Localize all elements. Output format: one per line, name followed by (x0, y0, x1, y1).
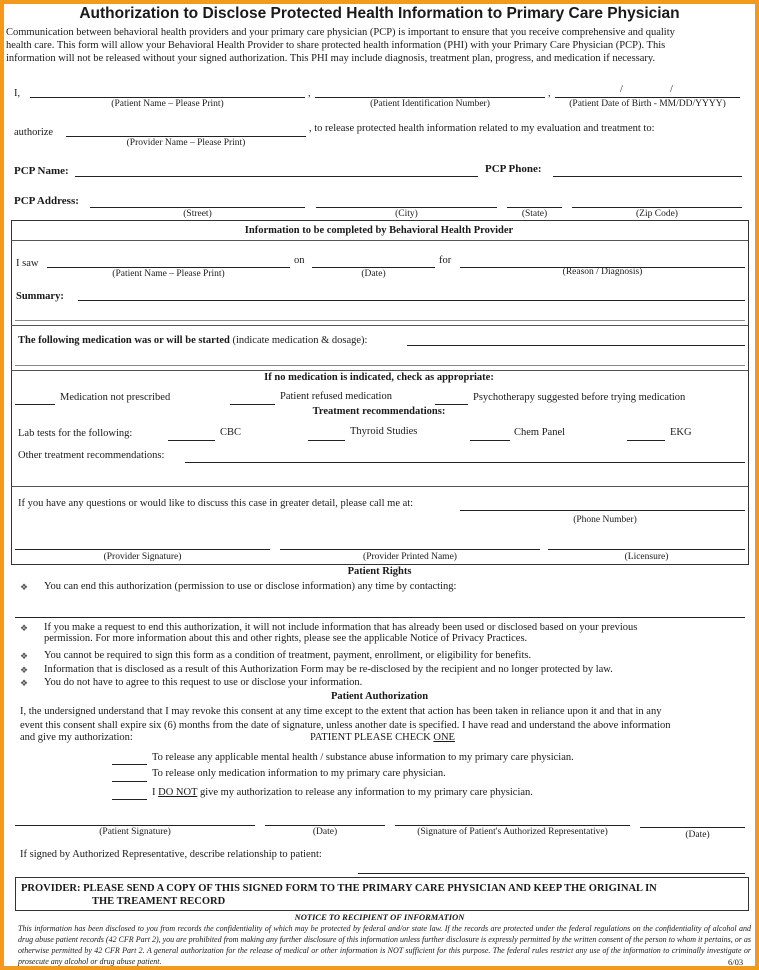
lab-option: Thyroid Studies (350, 426, 418, 437)
bullet-icon: ❖ (20, 678, 29, 688)
notice-text: This information has been disclosed to you from records the confidentiality of which may be protected by federal and/or state law. If the records are protected under the federal regulations on the confidentiality of alcohol and drug abuse patient records (42 CFR Part 2), you are prohibited from making any further disclosure of this information unless further disclosure is expressly permitted by the written consent of the person to whom it pertains, or as otherwise permitted by 42 CFR Part 2. A general authorization for the release of medical or other information is NOT sufficient for this purpose. The federal rules restrict any use of the information to criminally investigate or prosecute any alcohol or drug abuse patient. (18, 924, 751, 966)
licensure-label: (Licensure) (624, 552, 669, 562)
dob-slash: / (620, 84, 623, 95)
medication-field[interactable] (407, 345, 745, 346)
patient-signature-label: (Patient Signature) (99, 827, 171, 837)
questions-text: If you have any questions or would like to discuss this case in greater detail, please call me at: (18, 498, 414, 509)
patient-signature-field[interactable] (15, 825, 255, 826)
authorization-option: To release only medication information to my primary care physician. (152, 768, 446, 779)
medication-label-rest: (indicate medication & dosage): (229, 335, 368, 346)
pcp-phone-label: PCP Phone: (485, 163, 542, 175)
pcp-name-label: PCP Name: (14, 165, 69, 177)
representative-signature-label: (Signature of Patient's Authorized Representative) (417, 827, 608, 837)
representative-signature-field[interactable] (395, 825, 630, 826)
summary-label: Summary: (16, 291, 64, 302)
other-treatment-label: Other treatment recommendations: (18, 450, 165, 461)
seen-patient-label: (Patient Name – Please Print) (112, 269, 225, 279)
bullet-icon: ❖ (20, 665, 29, 675)
provider-signature-label: (Provider Signature) (103, 552, 182, 562)
lab-option: CBC (220, 427, 242, 438)
notice-header: NOTICE TO RECIPIENT OF INFORMATION (294, 912, 465, 922)
rights-item: You can end this authorization (permission to use or disclose information) any time by contacting: (44, 581, 457, 592)
dob-slash: / (670, 84, 673, 95)
rights-item: If you make a request to end this authorization, it will not include information that has already been used or disclosed based on your previous (44, 622, 638, 633)
provider-signature-field[interactable] (15, 549, 270, 550)
form-version: 6/03 (728, 957, 744, 967)
patient-name-field[interactable] (30, 97, 305, 98)
reason-label: (Reason / Diagnosis) (562, 267, 643, 277)
seen-date-label: (Date) (361, 269, 386, 279)
pcp-phone-field[interactable] (553, 176, 742, 177)
pcp-address-label: PCP Address: (14, 195, 79, 207)
do-not-release-checkbox[interactable] (112, 799, 147, 800)
provider-name-label: (Provider Name – Please Print) (126, 138, 246, 148)
for-label: for (439, 255, 452, 266)
provider-phone-label: (Phone Number) (573, 515, 637, 525)
intro-line: health care. This form will allow your Behavioral Health Provider to share protected health information (PHI) with your Primary Care Physician (PCP). This (6, 40, 666, 51)
medication-field-line[interactable] (15, 365, 745, 366)
medication-label (18, 335, 367, 347)
provider-printed-name-label: (Provider Printed Name) (363, 552, 457, 562)
seen-patient-field[interactable] (47, 267, 290, 268)
no-med-checkbox[interactable] (230, 404, 275, 405)
divider (11, 325, 748, 326)
seen-date-field[interactable] (312, 267, 435, 268)
state-field[interactable] (507, 207, 562, 208)
ekg-checkbox[interactable] (627, 440, 665, 441)
relationship-label: If signed by Authorized Representative, describe relationship to patient: (20, 849, 322, 860)
opt3-prefix: I (152, 787, 159, 798)
divider (11, 486, 748, 487)
check-one-instruction (310, 732, 455, 744)
cbc-checkbox[interactable] (168, 440, 215, 441)
rights-item: Information that is disclosed as a result of this Authorization Form may be re-disclosed by the recipient and no longer protected by law. (44, 664, 613, 675)
check-one: ONE (433, 732, 455, 743)
i-prefix: I, (14, 88, 21, 99)
patient-dob-label: (Patient Date of Birth - MM/DD/YYYY) (569, 99, 726, 109)
patient-signature-date-field[interactable] (265, 825, 385, 826)
patient-id-field[interactable] (315, 97, 545, 98)
bullet-icon: ❖ (20, 582, 29, 592)
rights-item: You do not have to agree to this request to use or disclose your information. (44, 677, 363, 688)
lab-option: EKG (670, 427, 692, 438)
pcp-name-field[interactable] (75, 176, 478, 177)
divider (11, 240, 748, 241)
patient-id-label: (Patient Identification Number) (370, 99, 490, 109)
authorize-text: , to release protected health information related to my evaluation and treatment to: (309, 123, 655, 134)
summary-field-line[interactable] (15, 320, 745, 321)
rights-item: You cannot be required to sign this form as a condition of treatment, payment, enrollment, or eligibility for benefits. (44, 650, 532, 661)
no-med-option: Patient refused medication (280, 391, 392, 402)
form-title: Authorization to Disclose Protected Health Information to Primary Care Physician (79, 5, 680, 22)
on-label: on (294, 255, 305, 266)
no-med-checkbox[interactable] (435, 404, 468, 405)
comma: , (308, 88, 311, 99)
no-med-option: Medication not prescribed (60, 392, 171, 403)
medication-label-bold: The following medication was or will be started (18, 335, 230, 346)
authorization-text: I, the undersigned understand that I may revoke this consent at any time except to the extent that action has been taken in reliance upon it and that in any (20, 706, 662, 717)
bullet-icon: ❖ (20, 651, 29, 661)
intro-line: Communication between behavioral health providers and your primary care physician (PCP) is important to ensure that you receive comprehensive and quality (6, 27, 675, 38)
authorization-option: To release any applicable mental health / substance abuse information to my primary care physician. (152, 752, 574, 763)
intro-line: information will not be released without your signed authorization. This PHI may include diagnosis, treatment plan, progress, and medication if necessary. (6, 53, 656, 64)
city-field[interactable] (316, 207, 497, 208)
authorization-text: event this consent shall expire six (6) months from the date of signature, unless another date is specified. I have read and understand the above information (20, 720, 671, 731)
check-prefix: PATIENT PLEASE CHECK (310, 732, 434, 743)
street-label: (Street) (183, 209, 212, 219)
summary-field[interactable] (78, 300, 745, 301)
zip-label: (Zip Code) (636, 209, 678, 219)
licensure-field[interactable] (548, 549, 745, 550)
authorization-option (152, 787, 533, 799)
release-all-checkbox[interactable] (112, 764, 147, 765)
do-not-emphasis: DO NOT (158, 787, 198, 798)
rights-item: permission. For more information about this and other rights, please see the applicable Notice of Privacy Practices. (44, 633, 528, 644)
provider-phone-field[interactable] (460, 510, 745, 511)
authorize-label: authorize (14, 127, 54, 138)
date-label: (Date) (312, 827, 338, 837)
other-treatment-field[interactable] (185, 462, 745, 463)
provider-printed-name-field[interactable] (280, 549, 540, 550)
patient-dob-field[interactable] (555, 97, 740, 98)
chem-panel-checkbox[interactable] (470, 440, 510, 441)
authorization-text: and give my authorization: (20, 732, 133, 743)
patient-rights-header: Patient Rights (347, 566, 412, 577)
lab-option: Chem Panel (514, 427, 566, 438)
opt3-rest: give my authorization to release any information to my primary care physician. (197, 787, 533, 798)
no-med-checkbox[interactable] (15, 404, 55, 405)
relationship-field[interactable] (358, 873, 745, 874)
divider (11, 370, 748, 371)
contact-field[interactable] (15, 617, 745, 618)
provider-section-header: Information to be completed by Behavioral Health Provider (244, 225, 514, 236)
no-med-option: Psychotherapy suggested before trying medication (473, 392, 686, 403)
bullet-icon: ❖ (20, 623, 29, 633)
comma: , (548, 88, 551, 99)
date-label: (Date) (685, 830, 710, 840)
release-medication-checkbox[interactable] (112, 781, 147, 782)
provider-note: THE TREAMENT RECORD (92, 896, 226, 907)
representative-date-field[interactable] (640, 827, 745, 828)
street-field[interactable] (90, 207, 305, 208)
lab-tests-label: Lab tests for the following: (18, 428, 133, 439)
no-medication-header: If no medication is indicated, check as appropriate: (264, 372, 494, 383)
treatment-header: Treatment recommendations: (312, 406, 446, 417)
patient-authorization-header: Patient Authorization (330, 691, 429, 702)
provider-note: PROVIDER: PLEASE SEND A COPY OF THIS SIGNED FORM TO THE PRIMARY CARE PHYSICIAN AND KEEP THE ORIGINAL IN (21, 883, 657, 894)
city-label: (City) (395, 209, 418, 219)
zip-field[interactable] (572, 207, 742, 208)
thyroid-checkbox[interactable] (308, 440, 345, 441)
patient-name-label: (Patient Name – Please Print) (111, 99, 224, 109)
state-label: (State) (521, 209, 548, 219)
provider-name-field[interactable] (66, 136, 306, 137)
i-saw-label: I saw (16, 258, 39, 269)
